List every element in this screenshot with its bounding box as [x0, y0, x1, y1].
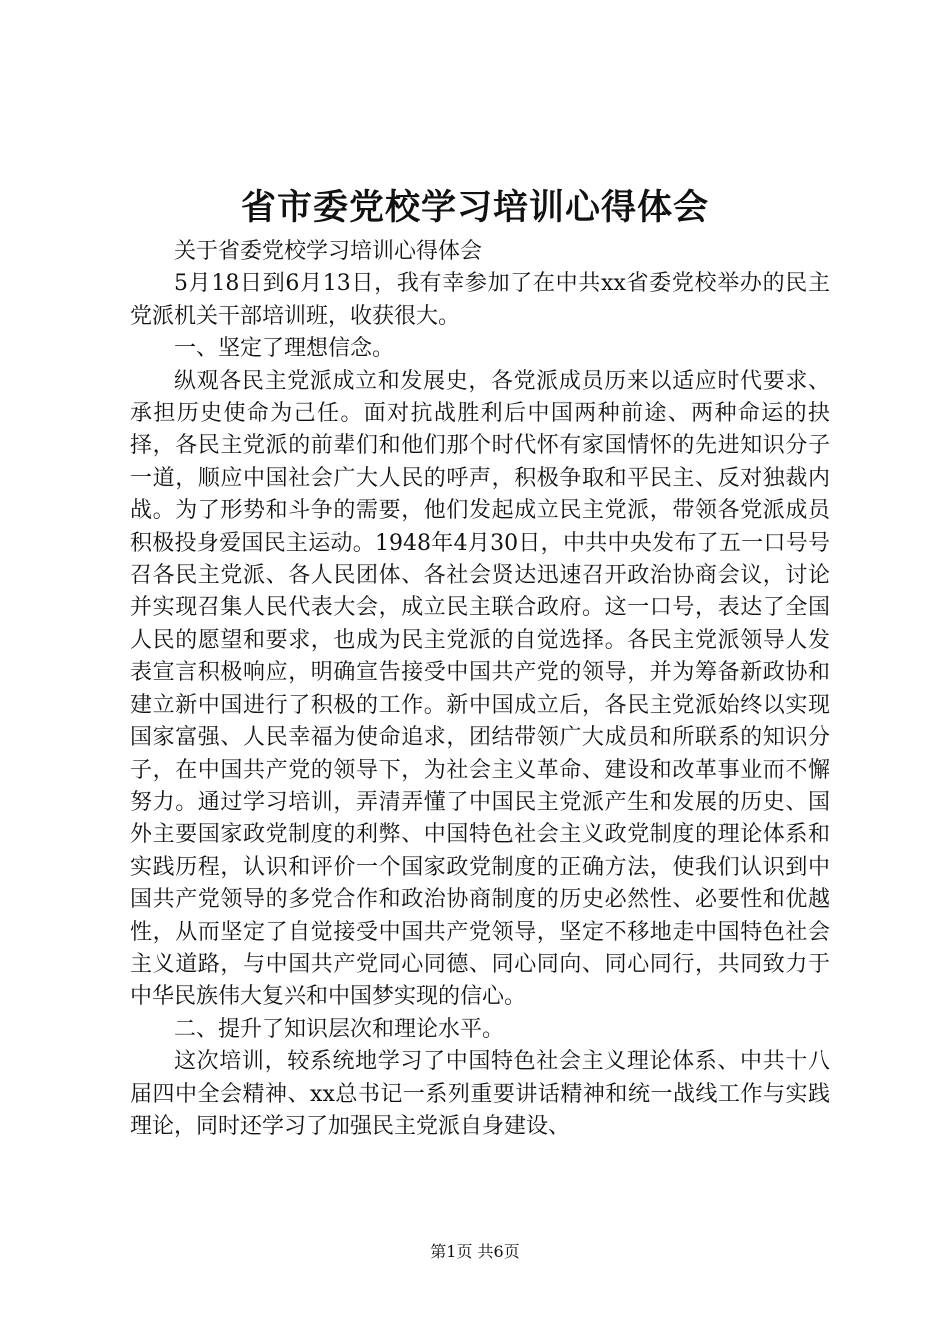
- paragraph-section-1: 纵观各民主党派成立和发展史，各党派成员历来以适应时代要求、承担历史使命为己任。面对抗战胜利后中国两种前途、两种命运的抉择，各民主党派的前辈们和他们那个时代怀有家国情怀的先进知识分子一道，顺应中国社会广大人民的呼声，积极争取和平民主、反对独裁内战。为了形势和斗争的需要，他们发起成立民主党派，带领各党派成员积极投身爱国民主运动。1948年4月30日，中共中央发布了五一口号号召各民主党派、各人民团体、各社会贤达迅速召开政治协商会议，讨论并实现召集人民代表大会，成立民主联合政府。这一口号，表达了全国人民的愿望和要求，也成为民主党派的自觉选择。各民主党派领导人发表宣言积极响应，明确宣告接受中国共产党的领导，并为筹备新政协和建立新中国进行了积极的工作。新中国成立后，各民主党派始终以实现国家富强、人民幸福为使命追求，团结带领广大成员和所联系的知识分子，在中国共产党的领导下，为社会主义革命、建设和改革事业而不懈努力。通过学习培训，弄清弄懂了中国民主党派产生和发展的历史、国外主要国家政党制度的利弊、中国特色社会主义政党制度的理论体系和实践历程，认识和评价一个国家政党制度的正确方法，使我们认识到中国共产党领导的多党合作和政治协商制度的历史必然性、必要性和优越性，从而坚定了自觉接受中国共产党领导，坚定不移地走中国特色社会主义道路，与中国共产党同心同德、同心同向、同心同行，共同致力于中华民族伟大复兴和中国梦实现的信心。: [130, 368, 830, 1010]
- paragraph-section-2: 这次培训，较系统地学习了中国特色社会主义理论体系、中共十八届四中全会精神、xx总书记一系列重要讲话精神和统一战线工作与实践理论，同时还学习了加强民主党派自身建设、: [130, 1049, 830, 1139]
- page-number-footer: 第1页 共6页: [430, 1242, 520, 1261]
- section-heading-2: 二、提升了知识层次和理论水平。: [174, 1016, 505, 1042]
- document-title: 省市委党校学习培训心得体会: [240, 188, 709, 228]
- paragraph-subtitle: 关于省委党校学习培训心得体会: [174, 239, 483, 264]
- paragraph-intro: 5月18日到6月13日，我有幸参加了在中共xx省委党校举办的民主党派机关干部培训班，收获很大。: [130, 271, 830, 329]
- document-body: [130, 236, 830, 1143]
- section-heading-1: 一、坚定了理想信念。: [174, 336, 395, 362]
